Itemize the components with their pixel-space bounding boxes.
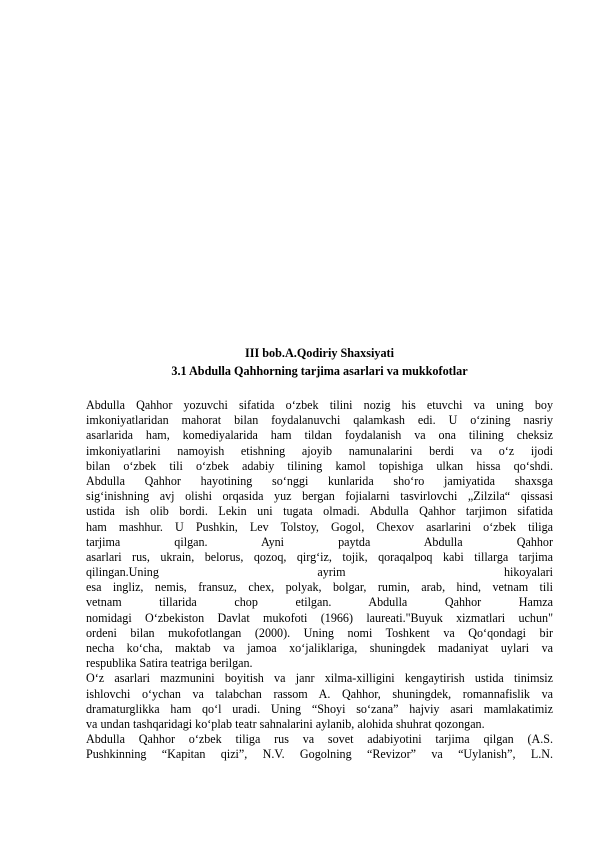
text-line: Abdulla Qahhor yozuvchi sifatida o‘zbek tilini nozig his etuvchi va uning boy	[86, 398, 553, 412]
body-text	[86, 398, 553, 763]
text-line: nomidagi O‘zbekiston Davlat mukofoti (1966) laureati."Buyuk xizmatlari uchun"	[86, 610, 553, 625]
text-line: ustida ish olib bordi. Lekin uni tugata olmadi. Abdulla Qahhor tarjimon sifatida	[86, 504, 553, 519]
text-line: Abdulla Qahhor hayotining so‘nggi kunlarida sho‘ro jamiyatida shaxsga	[86, 473, 553, 488]
text-line: ham mashhur. U Pushkin, Lev Tolstoy, Gogol, Chexov asarlarini o‘zbek tiliga	[86, 519, 553, 534]
text-line: dramaturglikka ham qo‘l uradi. Uning “Shoyi so‘zana” hajviy asari mamlakatimiz	[86, 701, 553, 716]
chapter-title: III bob.A.Qodiriy Shaxsiyati	[245, 346, 394, 360]
text-line: asarlarida ham, komediyalarida ham tildan foydalanish va ona tilining cheksiz	[86, 428, 553, 443]
text-line: qilingan.Uning ayrim hikoyalari	[86, 565, 553, 580]
text-line: vetnam tillarida chop etilgan. Abdulla Qahhor Hamza	[86, 595, 553, 610]
text-line: Pushkinning “Kapitan qizi”, N.V. Gogolning “Revizor” va “Uylanish”, L.N.	[86, 747, 553, 762]
section-title: 3.1 Abdulla Qahhorning tarjima asarlari va mukkofotlar	[171, 364, 468, 378]
text-line: bilan o‘zbek tili o‘zbek adabiy tilining kamol topishiga ulkan hissa qo‘shdi.	[86, 458, 553, 473]
text-line: sig‘inishning avj olishi orqasida yuz bergan fojialarni tasvirlovchi „Zilzila“ qissasi	[86, 489, 553, 504]
text-line: tarjima qilgan. Ayni paytda Abdulla Qahhor	[86, 534, 553, 549]
text-line: respublika Satira teatriga berilgan.	[86, 656, 253, 671]
text-line: imkoniyatlarini namoyish etishning ajoyib namunalarini berdi va o‘z ijodi	[86, 443, 553, 458]
text-line: Abdulla Qahhor o‘zbek tiliga rus va sovet adabiyotini tarjima qilgan (A.S.	[86, 732, 553, 747]
text-line: esa ingliz, nemis, fransuz, chex, polyak, bolgar, rumin, arab, hind, vetnam tili	[86, 580, 553, 595]
text-line: asarlari rus, ukrain, belorus, qozoq, qirg‘iz, tojik, qoraqalpoq kabi tillarga tarjima	[86, 549, 553, 564]
text-line: va undan tashqaridagi ko‘plab teatr sahnalarini aylanib, alohida shuhrat qozongan.	[86, 716, 485, 731]
text-line: ishlovchi o‘ychan va talabchan rassom A. Qahhor, shuningdek, romannafislik va	[86, 686, 553, 701]
text-line: O‘z asarlari mazmunini boyitish va janr xilma-xilligini kengaytirish ustida tinimsiz	[86, 671, 553, 686]
text-line: imkoniyatlaridan mahorat bilan foydalanuvchi qalamkash edi. U o‘zining nasriy	[86, 413, 553, 428]
text-line: necha ko‘cha, maktab va jamoa xo‘jaliklariga, shuningdek madaniyat uylari va	[86, 641, 553, 655]
text-line: ordeni bilan mukofotlangan (2000). Uning nomi Toshkent va Qo‘qondagi bir	[86, 625, 553, 640]
